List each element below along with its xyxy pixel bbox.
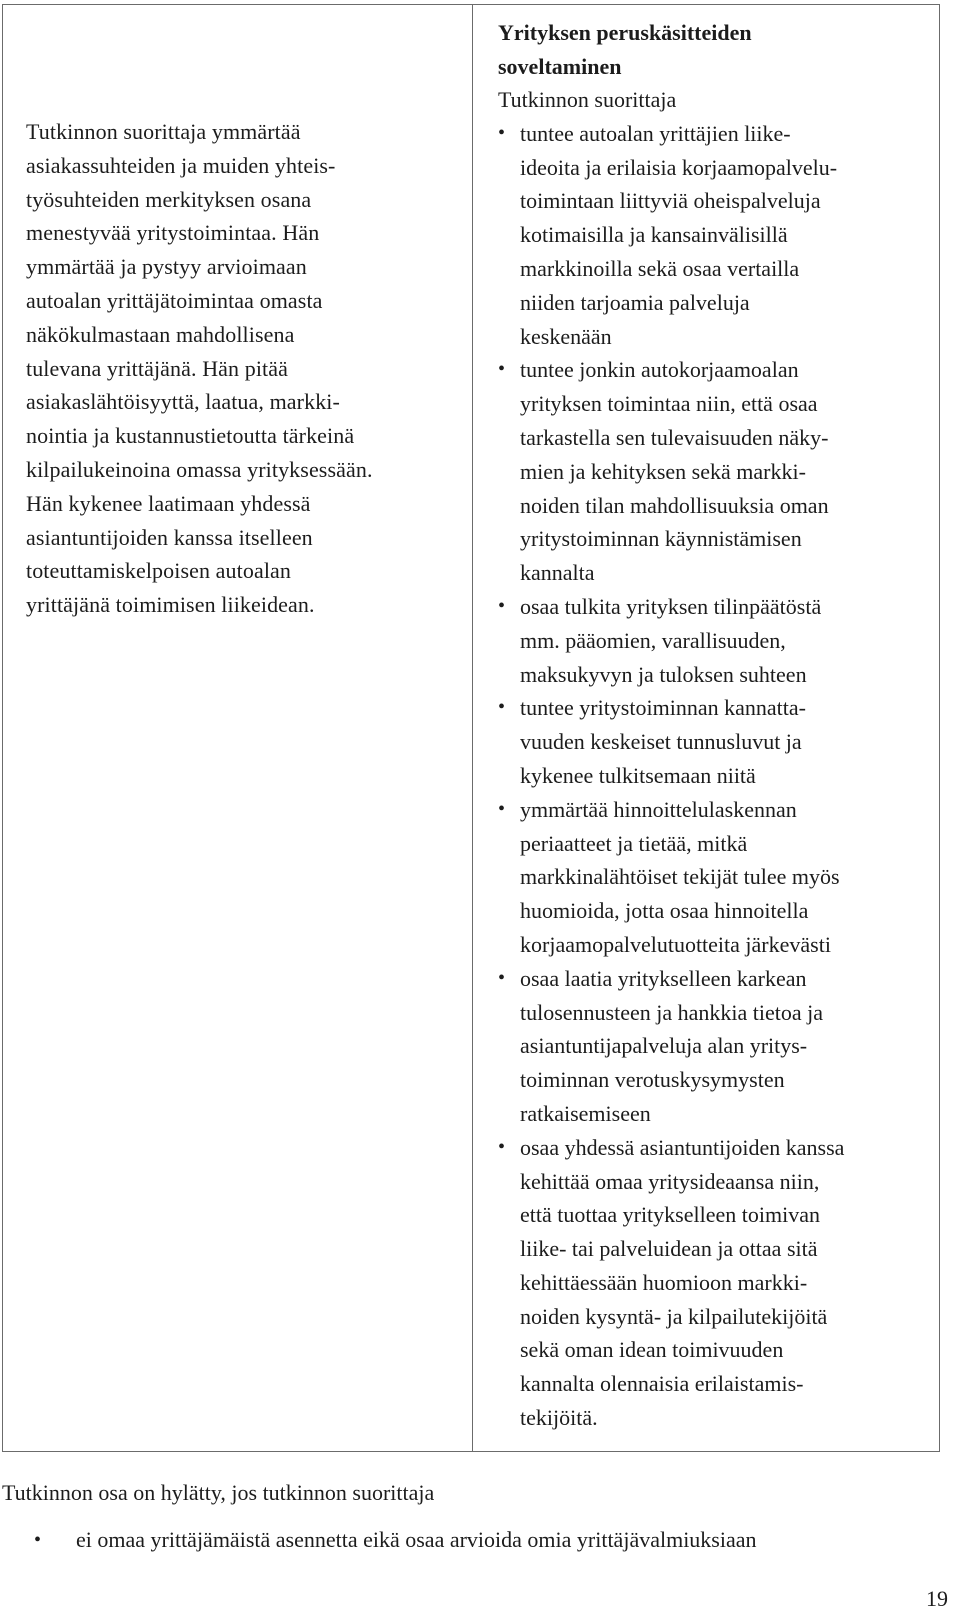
- bullet-icon: •: [498, 966, 506, 989]
- list-item: [498, 353, 931, 590]
- list-item-text: tuntee jonkin autokorjaamoalan yrityksen toimintaa niin, että osaa tarkastella sen tulevaisuuden näky- mien ja kehityksen sekä markki- noiden tilan mahdollisuuksia oman yritystoiminnan käynnistämisen kannalta: [520, 357, 829, 586]
- list-item: [34, 1525, 757, 1555]
- list-item-text: tuntee autoalan yrittäjien liike- ideoita ja erilaisia korjaamopalvelu- toimintaan liittyviä oheispalveluja kotimaisilla ja kansainvälisillä markkinoilla sekä osaa vertailla niiden tarjoamia palveluja keskenään: [520, 120, 838, 349]
- list-item-text: ei omaa yrittäjämäistä asennetta eikä osaa arvioida omia yrittäjävalmiuksiaan: [76, 1527, 757, 1552]
- description-line: asiantuntijoiden kanssa itselleen: [26, 524, 313, 550]
- criteria-description-cell: [3, 5, 473, 1451]
- description-line: yrittäjänä toimimisen liikeidean.: [26, 592, 315, 618]
- description-line: menestyvää yritystoimintaa. Hän: [26, 220, 320, 246]
- bullet-icon: •: [498, 121, 506, 144]
- list-item: [498, 117, 931, 354]
- bullet-icon: •: [498, 358, 506, 381]
- criteria-list-cell: [473, 5, 939, 1451]
- criteria-table: [2, 4, 940, 1452]
- criteria-list: [498, 117, 931, 1435]
- list-item-text: osaa tulkita yrityksen tilinpäätöstä mm. pääomien, varallisuuden, maksukyvyn ja tuloksen suhteen: [520, 593, 822, 687]
- list-item-text: tuntee yritystoiminnan kannatta- vuuden keskeiset tunnusluvut ja kykenee tulkitsemaan niitä: [520, 695, 806, 788]
- description-line: Hän kykenee laatimaan yhdessä: [26, 490, 311, 516]
- bullet-icon: •: [498, 594, 506, 617]
- description-line: autoalan yrittäjätoimintaa omasta: [26, 287, 323, 313]
- description-line: näkökulmastaan mahdollisena: [26, 321, 295, 347]
- list-item: [498, 691, 931, 792]
- description-line: tulevana yrittäjänä. Hän pitää: [26, 355, 288, 381]
- description-line: ymmärtää ja pystyy arvioimaan: [26, 254, 307, 280]
- description-line: kilpailukeinoina omassa yrityksessään.: [26, 456, 373, 482]
- description-line: nointia ja kustannustietoutta tärkeinä: [26, 423, 355, 449]
- list-item: [498, 962, 931, 1131]
- bullet-icon: •: [498, 797, 506, 820]
- list-item: [498, 793, 931, 962]
- description-line: toteuttamiskelpoisen autoalan: [26, 558, 291, 584]
- section-heading-line: soveltaminen: [498, 53, 622, 79]
- description-line: asiakassuhteiden ja muiden yhteis-: [26, 152, 336, 178]
- list-item-text: osaa laatia yritykselleen karkean tulosennusteen ja hankkia tietoa ja asiantuntijapalveluja alan yritys- toiminnan verotuskysymysten ratkaisemiseen: [520, 965, 824, 1126]
- bullet-icon: •: [34, 1529, 42, 1551]
- bullet-icon: •: [498, 1135, 506, 1158]
- list-item-text: ymmärtää hinnoittelulaskennan periaatteet ja tietää, mitkä markkinalähtöiset tekijät tulee myös huomioida, jotta osaa hinnoitella korjaamopalvelutuotteita järkevästi: [520, 796, 840, 957]
- page-number: 19: [926, 1586, 948, 1611]
- failure-heading: Tutkinnon osa on hylätty, jos tutkinnon suorittaja: [2, 1480, 435, 1505]
- list-item-text: osaa yhdessä asiantuntijoiden kanssa kehittää omaa yritysideaansa niin, että tuottaa yritykselleen toimivan liike- tai palveluidean ja ottaa sitä kehittäessään huomioon markki- noiden kysyntä- ja kilpailutekijöitä sekä oman idean toimivuuden kannalta olennaisia erilaistamis- tekijöitä.: [520, 1134, 845, 1431]
- description-line: työsuhteiden merkityksen osana: [26, 186, 312, 212]
- description-line: asiakaslähtöisyyttä, laatua, markki-: [26, 389, 340, 415]
- section-intro: Tutkinnon suorittaja: [498, 87, 677, 112]
- list-item: [498, 590, 931, 691]
- criteria-description-text: [26, 115, 462, 622]
- section-heading: [498, 16, 931, 83]
- section-heading-line: Yrityksen peruskäsitteiden: [498, 20, 752, 45]
- description-line: Tutkinnon suorittaja ymmärtää: [26, 119, 301, 144]
- list-item: [498, 1131, 931, 1435]
- failure-list: [34, 1525, 757, 1555]
- bullet-icon: •: [498, 696, 506, 719]
